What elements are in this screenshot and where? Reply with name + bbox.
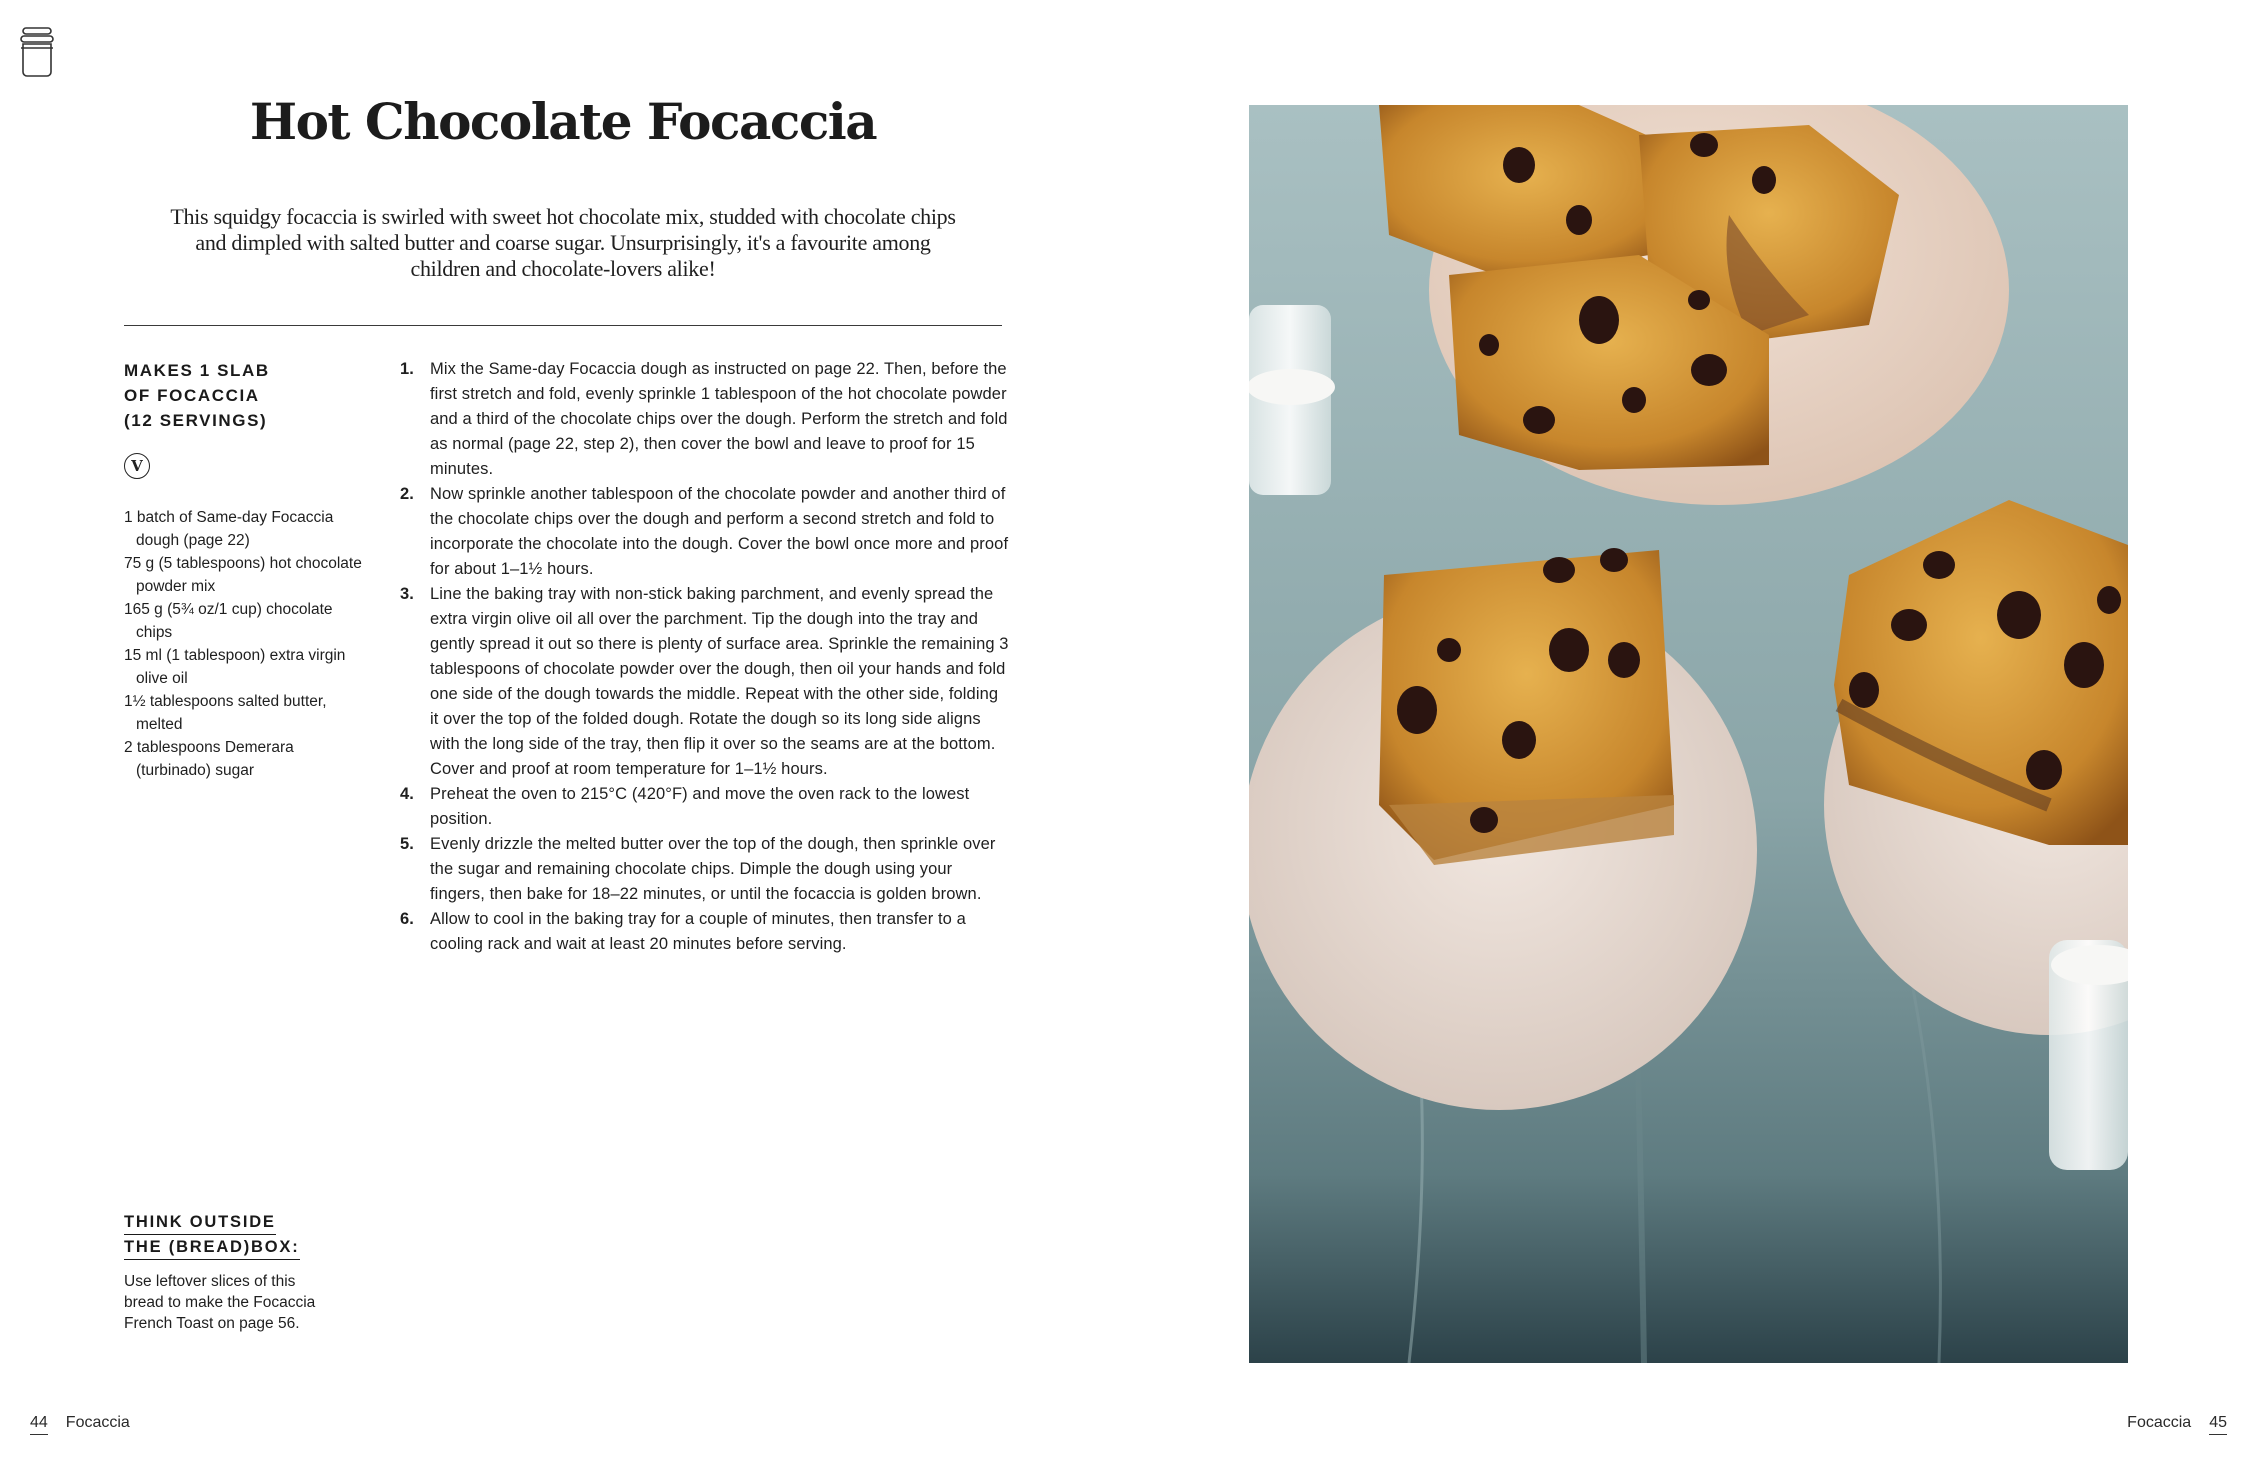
ingredient-item: 2 tablespoons Demerara (turbinado) sugar: [124, 739, 294, 779]
tip-body: Use leftover slices of this bread to make the Focaccia French Toast on page 56.: [124, 1273, 316, 1332]
page-number: 45: [2209, 1414, 2227, 1435]
step-text: Allow to cool in the baking tray for a couple of minutes, then transfer to a cooling rack and wait at least 20 minutes before serving.: [430, 910, 966, 953]
yield-line: MAKES 1 SLAB: [124, 361, 270, 380]
method-step: [400, 582, 1010, 782]
ingredient-item: 1½ tablespoons salted butter, melted: [124, 693, 327, 733]
ingredient-item: 15 ml (1 tablespoon) extra virgin olive oil: [124, 647, 346, 687]
page-number: 44: [30, 1414, 48, 1435]
header-divider: [124, 325, 1002, 326]
step-number: 6.: [400, 910, 414, 928]
food-photo-image: [1249, 105, 2128, 1363]
tip-heading: [124, 1210, 300, 1260]
section-name: Focaccia: [2127, 1414, 2192, 1431]
ingredient-item: 165 g (5¾ oz/1 cup) chocolate chips: [124, 601, 333, 641]
section-name: Focaccia: [65, 1414, 130, 1431]
recipe-title: Hot Chocolate Focaccia: [249, 92, 877, 151]
yield-line: (12 SERVINGS): [124, 411, 268, 430]
jar-icon: [18, 26, 56, 78]
step-number: 5.: [400, 835, 414, 853]
step-text: Preheat the oven to 215°C (420°F) and move the oven rack to the lowest position.: [430, 785, 970, 828]
method-step: [400, 357, 1010, 482]
step-number: 3.: [400, 585, 414, 603]
step-number: 2.: [400, 485, 414, 503]
yield-line: OF FOCACCIA: [124, 386, 260, 405]
ingredient-item: 75 g (5 tablespoons) hot chocolate powder mix: [124, 555, 362, 595]
footer-left: [12, 1414, 130, 1435]
ingredients-list: [124, 506, 369, 782]
step-text: Now sprinkle another tablespoon of the chocolate powder and another third of the chocolate chips over the dough and perform a second stretch and fold to incorporate the chocolate into the dough. Cover the bowl once more and proof for about 1–1½ hours.: [430, 485, 1009, 578]
recipe-intro: This squidgy focaccia is swirled with sweet hot chocolate mix, studded with chocolate chips and dimpled with salted butter and coarse sugar. Unsurprisingly, it's a favourite among children and chocolate-lovers alike!: [170, 204, 956, 281]
method-step: [400, 907, 1010, 957]
yield-label: [124, 358, 324, 433]
tip-heading-line: THINK OUTSIDE: [124, 1211, 276, 1235]
method-step: [400, 832, 1010, 907]
ingredient-item: 1 batch of Same-day Focaccia dough (page 22): [124, 509, 334, 549]
step-text: Mix the Same-day Focaccia dough as instructed on page 22. Then, before the first stretch and fold, evenly sprinkle 1 tablespoon of the hot chocolate powder and a third of the chocolate chips over the dough. Perform the stretch and fold as normal (page 22, step 2), then cover the bowl and leave to proof for 15 minutes.: [430, 360, 1008, 478]
step-number: 1.: [400, 360, 414, 378]
method-step: [400, 482, 1010, 582]
method-steps: [400, 357, 1010, 957]
step-text: Line the baking tray with non-stick baking parchment, and evenly spread the extra virgin olive oil all over the parchment. Tip the dough into the tray and gently spread it out so there is plenty of surface area. Sprinkle the remaining 3 tablespoons of chocolate powder over the dough, then oil your hands and fold one side of the dough towards the middle. Repeat with the other side, folding it over the top of the folded dough. Rotate the dough so its long side aligns with the long side of the tray, then flip it over so the seams are at the bottom. Cover and proof at room temperature for 1–1½ hours.: [430, 585, 1009, 778]
step-text: Evenly drizzle the melted butter over the top of the dough, then sprinkle over the sugar and remaining chocolate chips. Dimple the dough using your fingers, then bake for 18–22 minutes, or until the focaccia is golden brown.: [430, 835, 996, 903]
tip-heading-line: THE (BREAD)BOX:: [124, 1236, 300, 1260]
vegetarian-badge: V: [124, 453, 150, 479]
footer-right: [2127, 1414, 2245, 1435]
method-step: [400, 782, 1010, 832]
step-number: 4.: [400, 785, 414, 803]
